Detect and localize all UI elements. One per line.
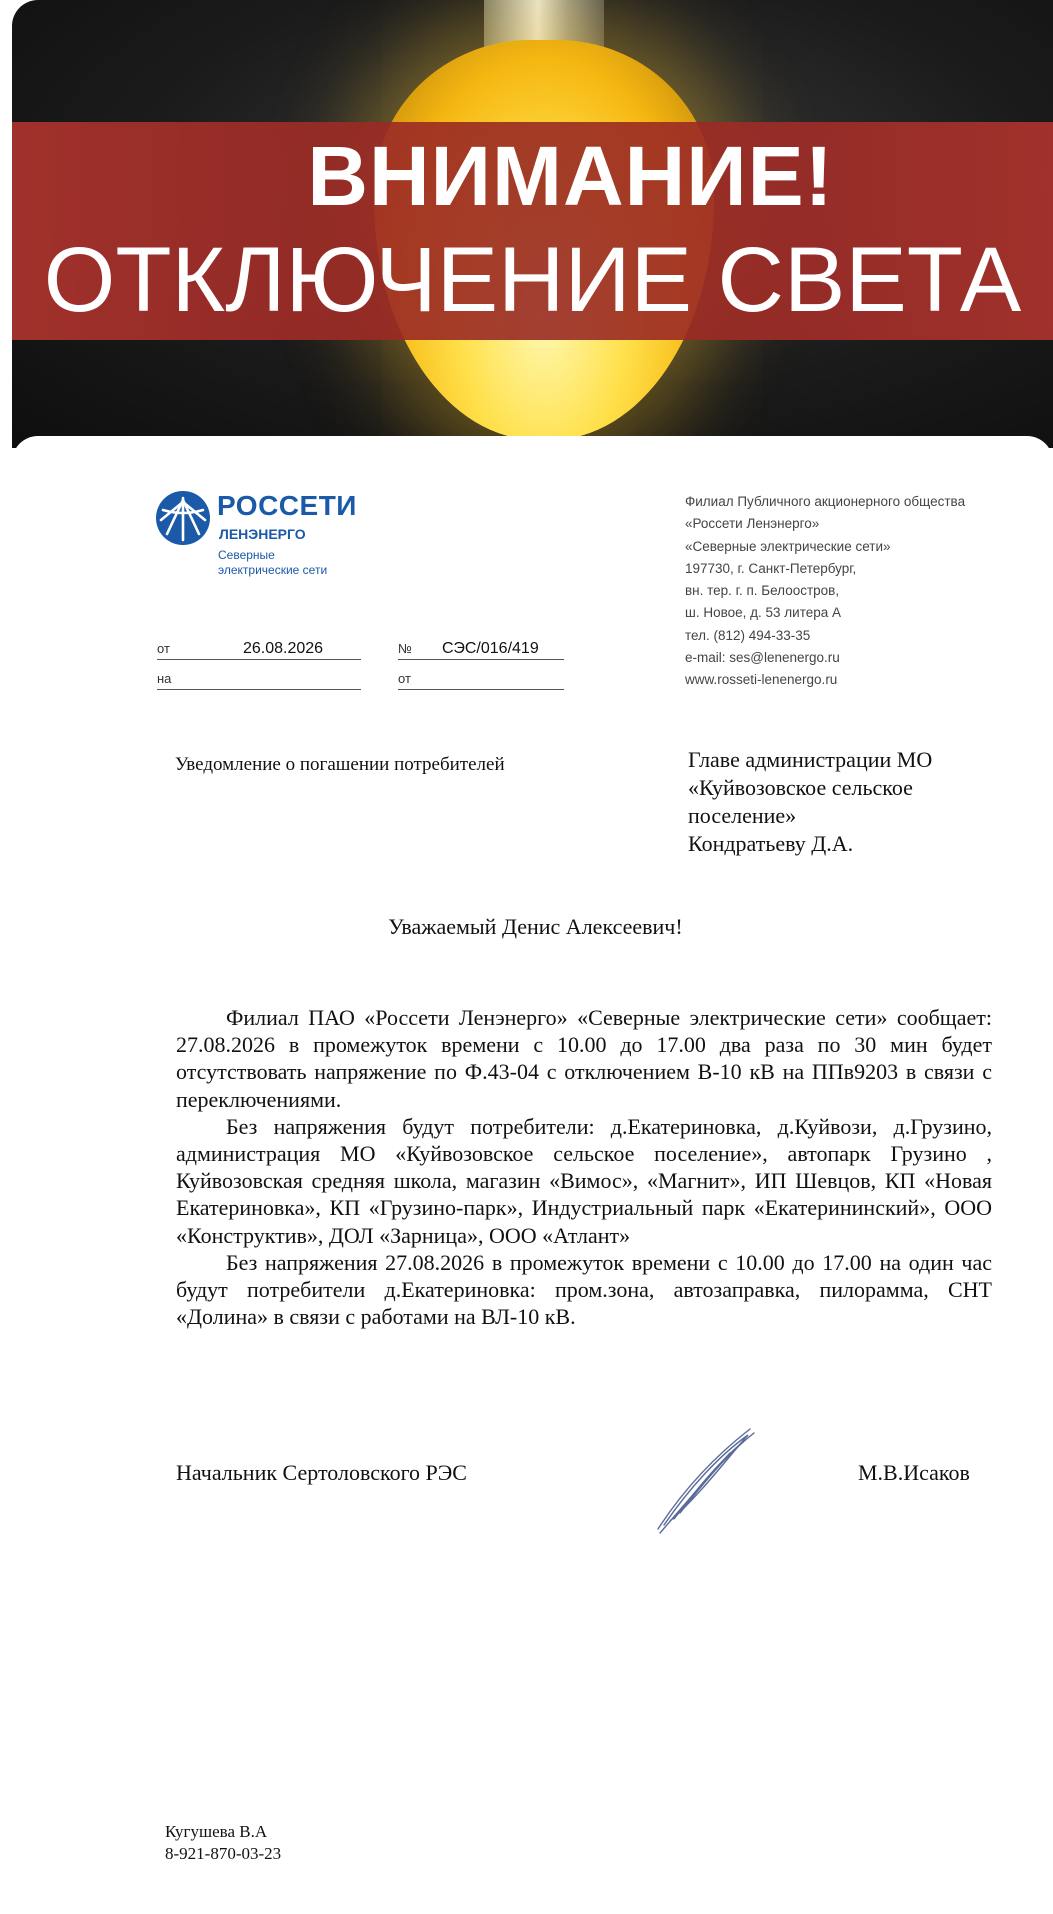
logo-subtitle: ЛЕНЭНЕРГО	[219, 526, 306, 542]
address-line: Филиал Публичного акционерного общества	[685, 494, 966, 509]
address-line: вн. тер. г. п. Белоостров,	[685, 583, 840, 599]
date-underline	[157, 659, 361, 660]
number-label: №	[398, 641, 412, 656]
number-value: СЭС/016/419	[442, 640, 539, 657]
executor-name: Кугушева В.А	[165, 1822, 268, 1841]
warning-banner	[12, 0, 1053, 448]
number-underline	[398, 659, 564, 660]
sender-address	[685, 491, 1025, 692]
body-paragraph: Без напряжения будут потребители: д.Екатериновка, д.Куйвози, д.Грузино, администрация МО «Куйвозовское сельское поселение», автопарк Грузино , Куйвозовская средняя школа, магазин «Вимос», «Магнит», ИП Шевцов, КП «Новая Екатериновка», КП «Грузино-парк», Индустриальный парк «Екатерининский», ООО «Конструктив», ДОЛ «Зарница», ООО «Атлант»	[176, 1113, 992, 1248]
number-field	[398, 640, 564, 660]
rosseti-emblem-icon	[155, 490, 211, 546]
banner-headline: ВНИМАНИЕ!	[307, 129, 834, 223]
address-line: ш. Новое, д. 53 литера А	[685, 605, 842, 621]
body-paragraph: Без напряжения 27.08.2026 в промежуток времени с 10.00 до 17.00 на один час будут потребители д.Екатериновка: пром.зона, автозаправка, пилорамма, СНТ «Долина» в связи с работами на ВЛ-10 кВ.	[176, 1249, 992, 1330]
reply-date-label: от	[398, 671, 411, 686]
addressee-line: «Куйвозовское сельское	[688, 775, 913, 800]
banner-subheadline: ОТКЛЮЧЕНИЕ СВЕТА	[43, 229, 1022, 331]
date-label: от	[157, 641, 170, 656]
date-field	[157, 640, 361, 660]
signer-title: Начальник Сертоловского РЭС	[176, 1460, 467, 1485]
handwritten-signature	[650, 1425, 760, 1535]
logo-division: Северные электрические сети	[218, 548, 328, 577]
body-paragraph: Филиал ПАО «Россети Ленэнерго» «Северные электрические сети» сообщает: 27.08.2026 в промежуток времени с 10.00 до 17.00 два раза по 30 мин будет отсутствовать напряжение по Ф.43-04 с отключением В-10 кВ на ППв9203 в связи с переключениями.	[176, 1005, 992, 1112]
letter-subject: Уведомление о погашении потребителей	[175, 754, 505, 775]
address-line: «Россети Ленэнерго»	[685, 516, 820, 532]
date-value: 26.08.2026	[243, 640, 324, 657]
reply-to-field	[157, 670, 361, 690]
executor-phone: 8-921-870-03-23	[165, 1844, 282, 1863]
logo-name: РОССЕТИ	[217, 490, 357, 521]
salutation: Уважаемый Денис Алексеевич!	[388, 914, 683, 939]
reply-to-underline	[157, 689, 361, 690]
address-line: www.rosseti-lenenergo.ru	[685, 672, 838, 688]
address-line: e-mail: ses@lenenergo.ru	[685, 650, 840, 666]
addressee-line: поселение»	[688, 803, 797, 828]
address-line: 197730, г. Санкт-Петербург,	[685, 560, 857, 576]
reply-date-field	[398, 670, 564, 690]
reply-to-label: на	[157, 671, 172, 686]
reply-date-underline	[398, 689, 564, 690]
address-line: «Северные электрические сети»	[685, 538, 891, 554]
addressee-line: Главе администрации МО	[688, 747, 933, 772]
letter-body	[176, 1004, 992, 1330]
address-line: тел. (812) 494-33-35	[685, 627, 811, 643]
executor-block	[165, 1821, 281, 1865]
addressee-block	[688, 746, 1008, 858]
addressee-line: Кондратьеву Д.А.	[688, 831, 854, 856]
signer-name: М.В.Исаков	[858, 1460, 970, 1485]
